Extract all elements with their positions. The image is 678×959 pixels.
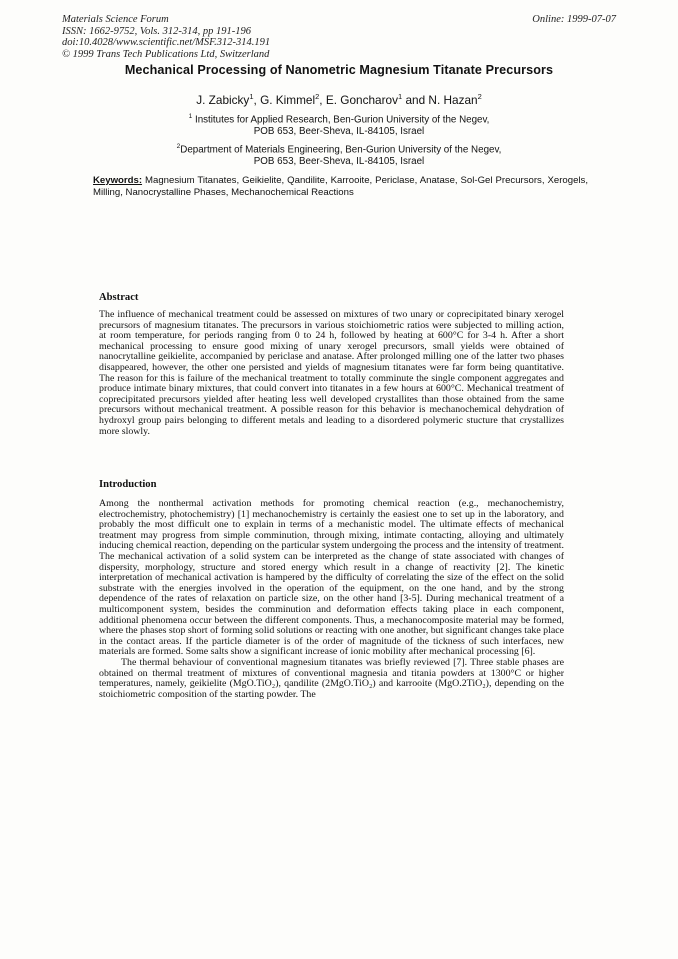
author-affiliation-mark: 1 [398, 92, 403, 101]
author-affiliation-mark: 2 [477, 92, 482, 101]
keywords [93, 175, 588, 198]
copyright-line: © 1999 Trans Tech Publications Ltd, Switzerland [62, 48, 270, 60]
keywords-text: Magnesium Titanates, Geikielite, Qandilite, Karrooite, Periclase, Anatase, Sol-Gel Precursors, Xerogels, Milling, Nanocrystalline Phases, Mechanochemical Reactions [93, 175, 588, 198]
author-affiliation-mark: 2 [315, 92, 320, 101]
paper-title: Mechanical Processing of Nanometric Magnesium Titanate Precursors [124, 63, 554, 77]
abstract-body [99, 310, 564, 437]
journal-name: Materials Science Forum [62, 14, 169, 25]
author-name: N. Hazan [428, 92, 478, 107]
publication-header [62, 14, 616, 60]
author-name: J. Zabicky [196, 92, 250, 107]
author-name: G. Kimmel [260, 92, 316, 107]
author-name: E. Goncharov [325, 92, 398, 107]
introduction-paragraph-1: Among the nonthermal activation methods for promoting chemical reaction (e.g., mechanochemistry, electrochemistry, photochemistry) [1] mechanochemistry is certainly the easiest one to set up in the laboratory, and probably the most difficult one to explain in terms of a mechanistic model. The ultimate effects of mechanical treatment may progress from simple comminution, through mixing, intimate contacting, alloying and ultimately inducing chemical reaction, depending on the particular system undergoing the process and the intensity of treatment. The mechanical activation of a solid system can be interpreted as the change of state associated with changes of dispersity, morphology, structure and stored energy which result in a change of reactivity [2]. The kinetic interpretation of mechanical activation is hampered by the difficulty of correlating the size of the effect on the solid substrate with the energies involved in the operation of the equipment, on the one hand, and by the strong dependence of the rates of relaxation on particle size, on the other hand [3-5]. During mechanical treatment of a multicomponent system, besides the comminution and deformation effects taking place in each component, additional phenomena occur between the different components. Thus, a mechanocomposite material may be formed, where the phases stop short of forming solid solutions or reacting with one another, but significant changes take place in the contact areas. If the particle diameter is of the order of magnitude of the tickness of such interfaces, new materials are formed. Some salts show a significant increase of ionic mobility after mechanical processing [6]. [99, 498, 564, 658]
author-affiliation-mark: 1 [249, 92, 254, 101]
introduction-paragraph-2: The thermal behaviour of conventional magnesium titanates was briefly reviewed [7]. Three stable phases are obtained on thermal treatment of mixtures of conventional magnesia and titania powders at 1300°C or higher temperatures, namely, geikielite (MgO.TiO₂), qandilite (2MgO.TiO₂) and karrooite (MgO.2TiO₂), depending on the stoichiometric composition of the starting powder. The [99, 656, 564, 700]
abstract-heading: Abstract [99, 292, 139, 303]
affiliation-1 [0, 111, 678, 138]
affiliation-institution: Institutes for Applied Research, Ben-Gurion University of the Negev, [194, 114, 490, 126]
abstract-paragraph: The influence of mechanical treatment could be assessed on mixtures of two unary or coprecipitated binary xerogel precursors of magnesium titanates. The precursors in various stoichiometric ratios were subjected to milling action, at room temperature, for periods ranging from 0 to 24 h, followed by heating at 600°C for 3-4 h. After a short mechanical processing to ensure good mixing of unary xerogel precursors, small yields were obtained of nanocrytalline geikielite, accompanied by periclase and anatase. After prolonged milling one of the latter two phases disappeared, however, the other one persisted and yields of magnesium titanates were far form being quantitative. The reason for this is failure of the mechanical treatment to totally comminute the single component aggregates and produce intimate binary mixtures, that could convert into titanates in a few hours at 600°C. Mechanical treatment of coprecipitated precursors yielded after heating less well developed crystallites than those obtained from the same precursors without mechanical treatment. A possible reason for this behavior is mechanochemical dehydration of hydroxyl group pairs belonging to different metals and leading to a disordered polymeric stucture that crystallizes more slowly. [99, 309, 564, 437]
issn-line: ISSN: 1662-9752, Vols. 312-314, pp 191-196 [62, 25, 251, 37]
affiliation-number: 2 [176, 143, 181, 150]
author-list: J. Zabicky$^1$, G. Kimmel$^2$, E. Goncharov$^1$ and N. Hazan$^2$ [196, 92, 482, 107]
affiliation-address: POB 653, Beer-Sheva, IL-84105, Israel [253, 126, 425, 138]
introduction-body [99, 499, 564, 700]
affiliation-address: POB 653, Beer-Sheva, IL-84105, Israel [253, 156, 425, 168]
doi-line: doi:10.4028/www.scientific.net/MSF.312-314.191 [62, 37, 271, 49]
affiliation-institution: Department of Materials Engineering, Ben-Gurion University of the Negev, [180, 144, 502, 156]
online-date: Online: 1999-07-07 [532, 14, 616, 25]
affiliation-number: 1 [188, 113, 193, 120]
introduction-heading: Introduction [99, 479, 157, 490]
keywords-label: Keywords: [93, 175, 143, 186]
affiliation-2 [0, 141, 678, 168]
